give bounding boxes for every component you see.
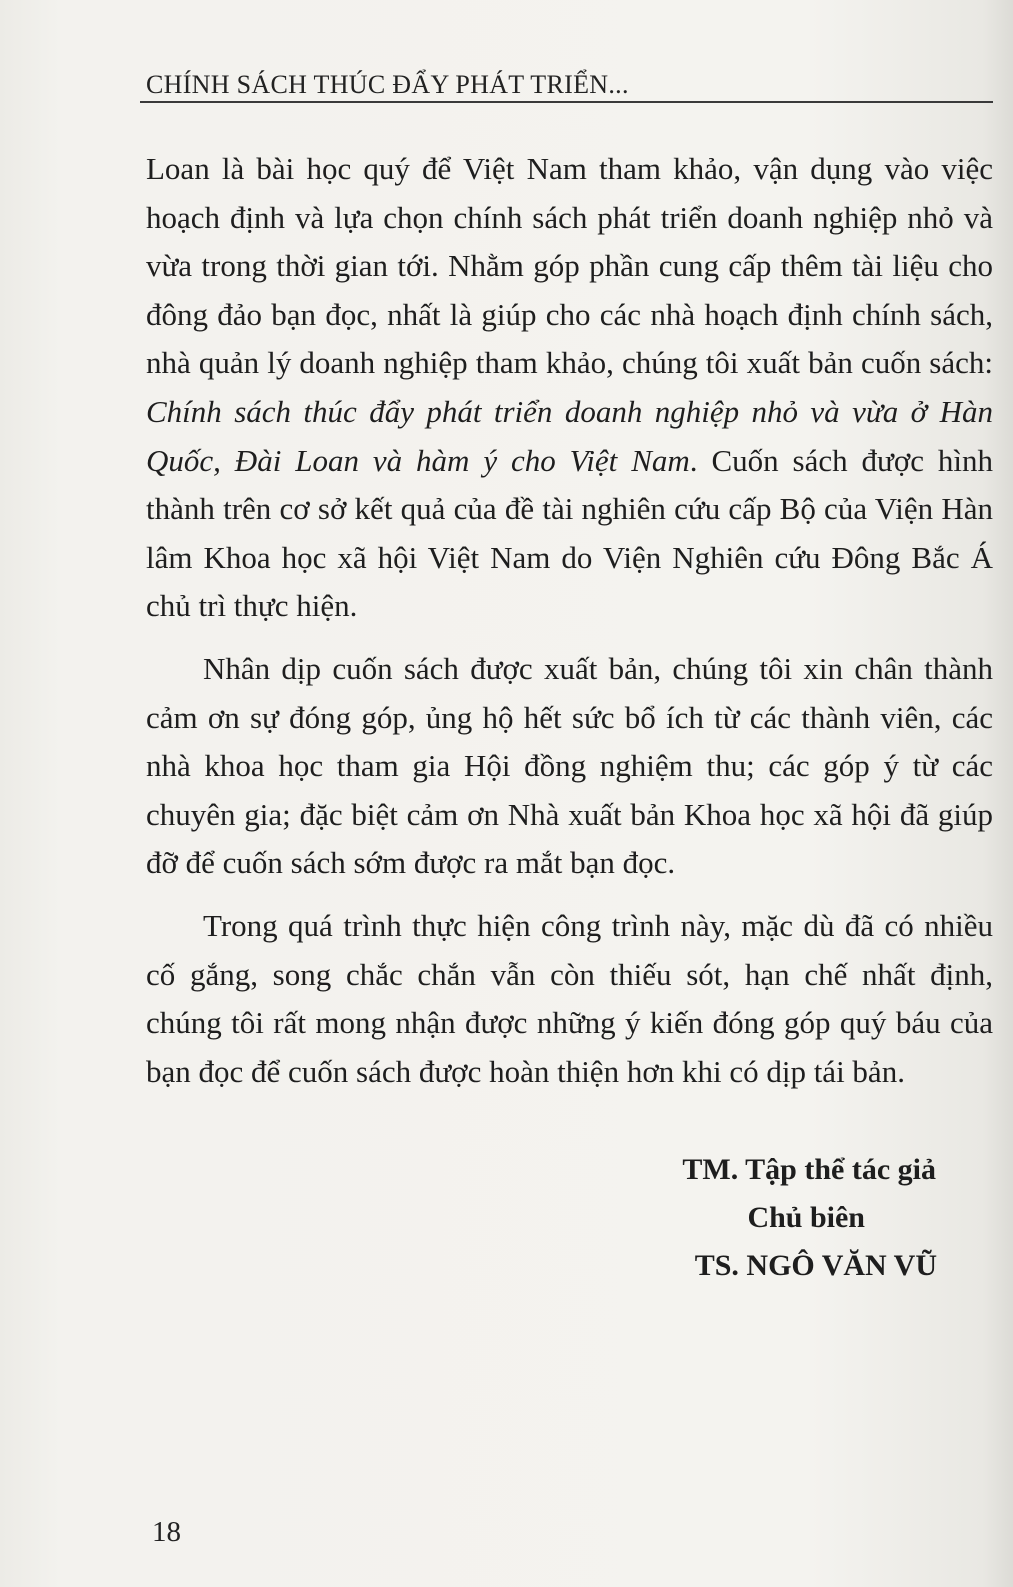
signature-line-1: TM. Tập thể tác giả [682,1153,936,1186]
paragraph-3: Trong quá trình thực hiện công trình này, mặc dù đã có nhiều cố gắng, song chắc chắn vẫn còn thiếu sót, hạn chế nhất định, chúng tôi rất mong nhận được những ý kiến đóng góp quý báu của bạn đọc để cuốn sách được hoàn thiện hơn khi có dịp tái bản. [146,907,993,1089]
paragraph-1-text-a: Loan là bài học quý để Việt Nam tham khảo, vận dụng vào việc hoạch định và lựa chọn chính sách phát triển doanh nghiệp nhỏ và vừa trong thời gian tới. Nhằm góp phần cung cấp thêm tài liệu cho đông đảo bạn đọc, nhất là giúp cho các nhà hoạch định chính sách, nhà quản lý doanh nghiệp tham khảo, chúng tôi xuất bản cuốn sách: [146,151,993,381]
book-title: Chính sách thúc đẩy phát triển doanh nghiệp nhỏ và vừa ở Hàn Quốc, Đài Loan và hàm ý cho Việt Nam [146,393,993,478]
paragraph-2: Nhân dịp cuốn sách được xuất bản, chúng tôi xin chân thành cảm ơn sự đóng góp, ủng hộ hết sức bổ ích từ các thành viên, các nhà khoa học tham gia Hội đồng nghiệm thu; các góp ý từ các chuyên gia; đặc biệt cảm ơn Nhà xuất bản Khoa học xã hội đã giúp đỡ để cuốn sách sớm được ra mắt bạn đọc. [146,650,993,881]
signature-line-3: TS. NGÔ VĂN VŨ [694,1249,937,1282]
paragraph-1-text-b: . Cuốn sách được hình thành trên cơ sở kết quả của đề tài nghiên cứu cấp Bộ của Viện Hàn lâm Khoa học xã hội Việt Nam do Viện Nghiên cứu Đông Bắc Á chủ trì thực hiện. [146,442,993,624]
paragraph-1 [146,145,993,631]
running-head: CHÍNH SÁCH THÚC ĐẨY PHÁT TRIỂN... [146,70,629,99]
signature-block [517,1146,937,1290]
body-text [146,145,993,1096]
page-number: 18 [152,1516,181,1548]
header-rule [140,101,993,103]
signature-line-2: Chủ biên [747,1201,865,1234]
